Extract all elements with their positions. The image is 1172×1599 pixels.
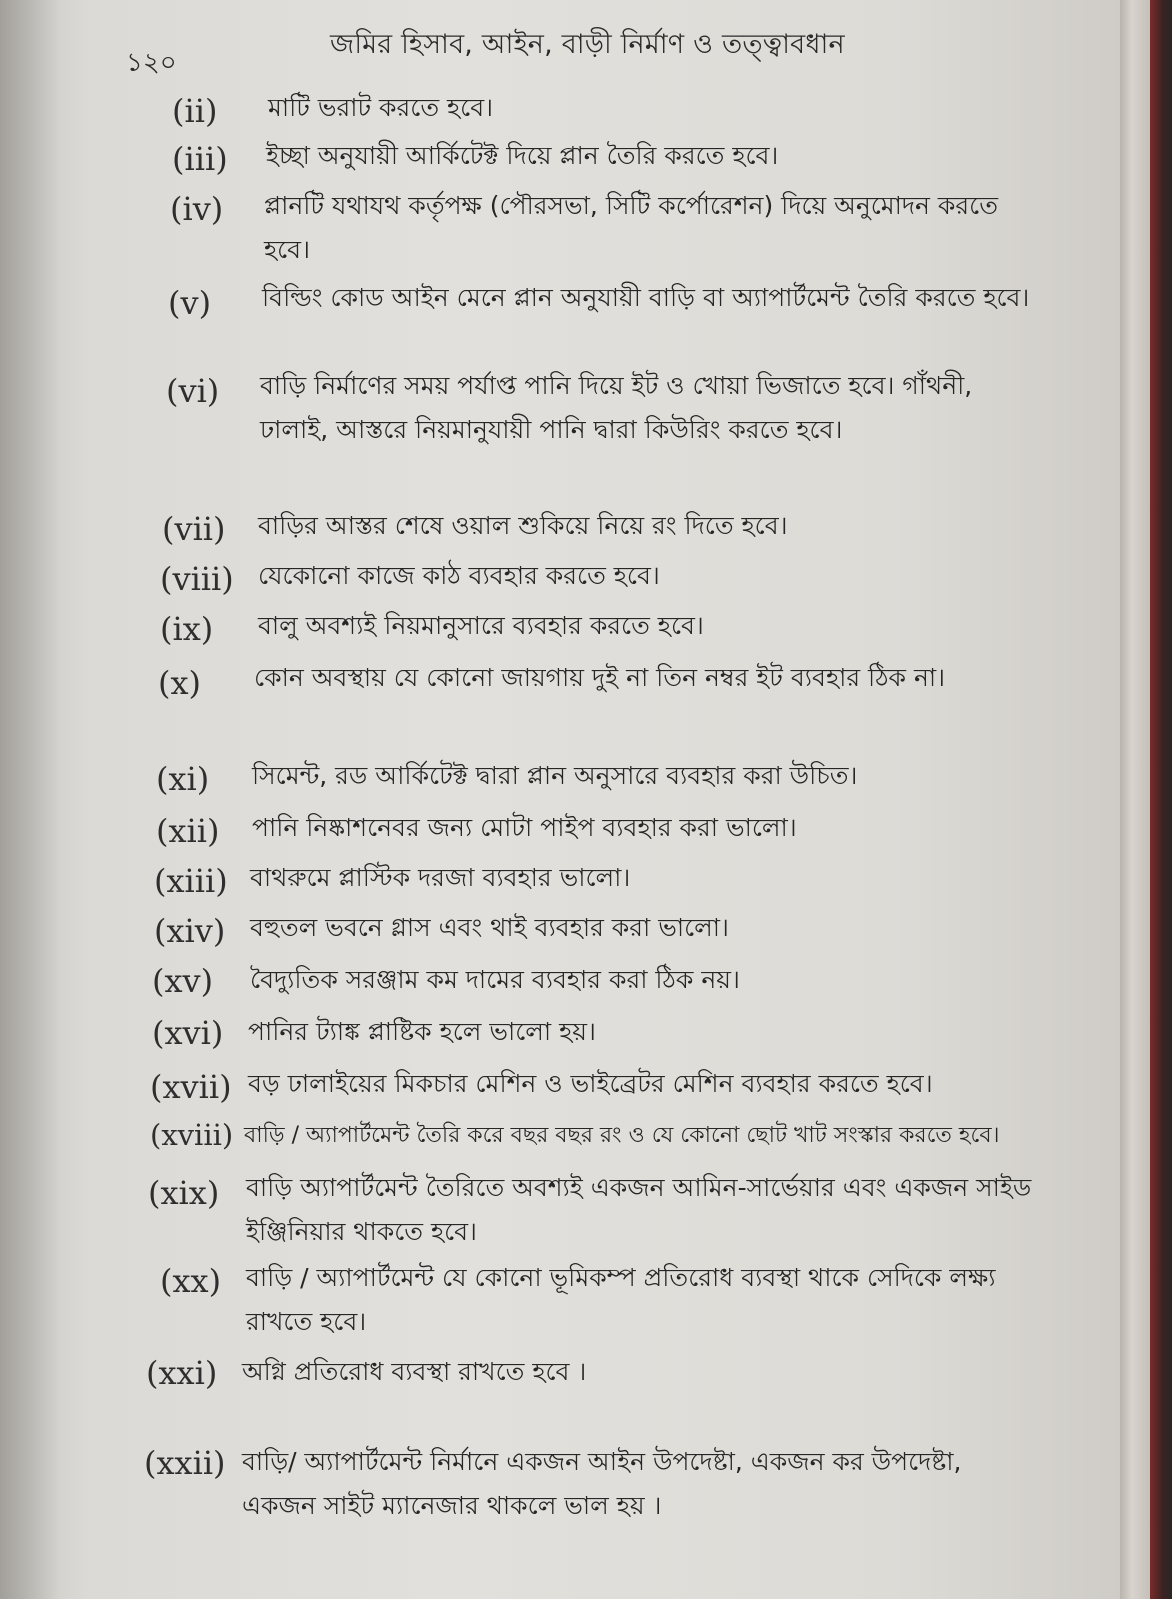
item-number: (vi) — [166, 372, 220, 410]
item-text: সিমেন্ট, রড আর্কিটেক্ট দ্বারা প্লান অনুসারে ব্যবহার করা উচিত। — [252, 761, 858, 790]
running-title: জমির হিসাব, আইন, বাড়ী নির্মাণ ও তত্ত্বাবধান — [330, 29, 845, 60]
item-number: (xv) — [152, 962, 214, 1000]
item-number: (x) — [158, 664, 202, 702]
page-edge — [1120, 0, 1150, 1599]
item-text: প্লানটি যথাযথ কর্তৃপক্ষ (পৌরসভা, সিটি কর্পোরেশন) দিয়ে অনুমোদন করতে হবে। — [264, 191, 998, 264]
item-text: বাড়ি/ অ্যাপার্টমেন্ট নির্মানে একজন আইন উপদেষ্টা, একজন কর উপদেষ্টা, একজন সাইট ম্যানেজার থাকলে ভাল হয় । — [242, 1447, 962, 1520]
item-number: (xvi) — [152, 1014, 224, 1052]
item-text: বিল্ডিং কোড আইন মেনে প্লান অনুযায়ী বাড়ি বা অ্যাপার্টমেন্ট তৈরি করতে হবে। — [262, 283, 1030, 312]
item-text: বালু অবশ্যই নিয়মানুসারে ব্যবহার করতে হবে। — [258, 611, 704, 640]
item-text: বহুতল ভবনে গ্লাস এবং থাই ব্যবহার করা ভালো। — [250, 913, 729, 942]
item-text: পানি নিষ্কাশনেবর জন্য মোটা পাইপ ব্যবহার করা ভালো। — [252, 813, 797, 842]
item-number: (viii) — [160, 560, 234, 598]
item-text: বাড়ির আস্তর শেষে ওয়াল শুকিয়ে নিয়ে রং দিতে হবে। — [258, 511, 788, 540]
item-text: বাড়ি নির্মাণের সময় পর্যাপ্ত পানি দিয়ে ইট ও খোয়া ভিজাতে হবে। গাঁথনী, ঢালাই, আস্তরে নিয়মানুযায়ী পানি দ্বারা কিউরিং করতে হবে। — [260, 371, 973, 444]
item-text: বাথরুমে প্লাস্টিক দরজা ব্যবহার ভালো। — [250, 863, 631, 892]
item-text: পানির ট্যাঙ্ক প্লাষ্টিক হলে ভালো হয়। — [248, 1017, 596, 1046]
item-number: (xi) — [156, 760, 210, 798]
item-number: (v) — [168, 284, 212, 322]
item-text: বৈদ্যুতিক সরঞ্জাম কম দামের ব্যবহার করা ঠিক নয়। — [250, 965, 740, 994]
item-number: (xiv) — [154, 912, 226, 950]
item-number: (ii) — [172, 92, 218, 130]
item-text: অগ্নি প্রতিরোধ ব্যবস্থা রাখতে হবে । — [242, 1357, 587, 1386]
item-number: (xxii) — [144, 1444, 226, 1482]
item-number: (iii) — [172, 140, 228, 178]
item-number: (vii) — [162, 510, 226, 548]
item-number: (xxi) — [146, 1354, 218, 1392]
item-number: (ix) — [160, 610, 214, 648]
item-number: (xvii) — [150, 1068, 232, 1106]
book-cover-edge — [1150, 0, 1172, 1599]
item-text: ইচ্ছা অনুযায়ী আর্কিটেক্ট দিয়ে প্লান তৈরি করতে হবে। — [266, 141, 779, 170]
item-text: বড় ঢালাইয়ের মিকচার মেশিন ও ভাইব্রেটর মেশিন ব্যবহার করতে হবে। — [248, 1069, 933, 1098]
page-number: ১২০ — [126, 48, 177, 78]
item-number: (xx) — [160, 1262, 222, 1300]
item-number: (xii) — [156, 812, 220, 850]
item-number: (xviii) — [150, 1118, 234, 1152]
item-text: কোন অবস্থায় যে কোনো জায়গায় দুই না তিন নম্বর ইট ব্যবহার ঠিক না। — [254, 663, 946, 692]
item-text: বাড়ি / অ্যাপার্টমেন্ট যে কোনো ভূমিকম্প প্রতিরোধ ব্যবস্থা থাকে সেদিকে লক্ষ্য রাখতে হবে। — [246, 1263, 996, 1336]
item-number: (xix) — [148, 1174, 220, 1212]
item-number: (iv) — [170, 190, 224, 228]
item-text: মাটি ভরাট করতে হবে। — [268, 93, 494, 122]
item-number: (xiii) — [154, 862, 228, 900]
item-text: বাড়ি / অ্যাপার্টমেন্ট তৈরি করে বছর বছর রং ও যে কোনো ছোট খাট সংস্কার করতে হবে। — [244, 1123, 1000, 1148]
item-text: বাড়ি অ্যাপার্টমেন্ট তৈরিতে অবশ্যই একজন আমিন-সার্ভেয়ার এবং একজন সাইড ইঞ্জিনিয়ার থাকতে হবে। — [246, 1173, 1032, 1246]
item-text: যেকোনো কাজে কাঠ ব্যবহার করতে হবে। — [258, 561, 660, 590]
